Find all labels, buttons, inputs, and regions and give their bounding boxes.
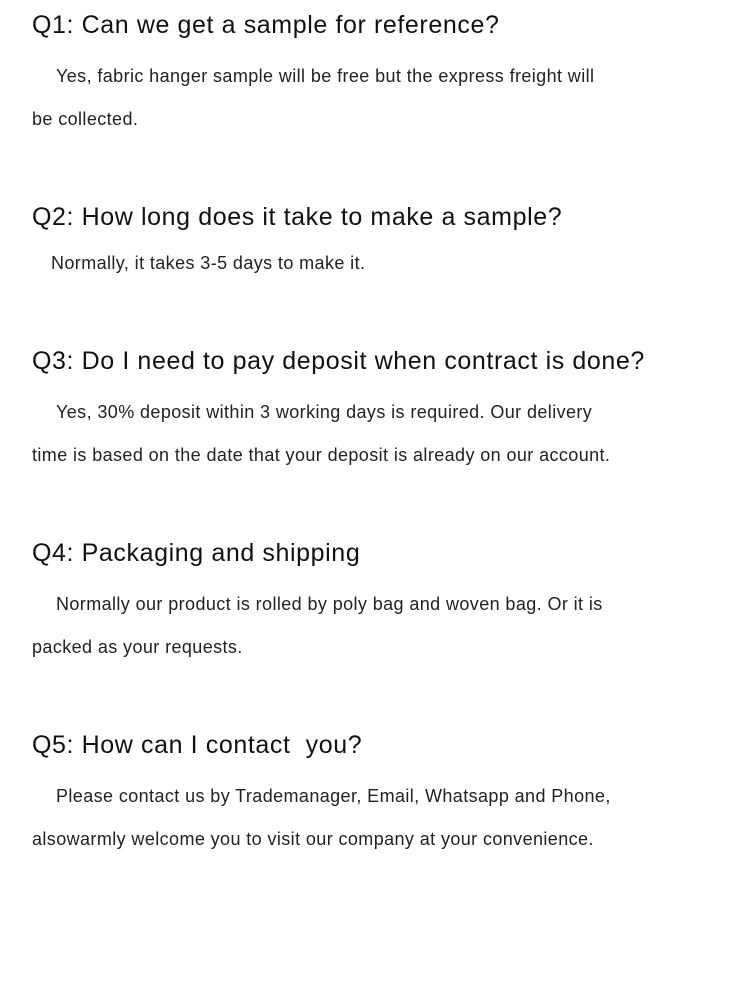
answer-5-line-1: Please contact us by Trademanager, Email, Whatsapp and Phone, <box>56 786 611 806</box>
answer-4-line-2: packed as your requests. <box>32 637 243 657</box>
question-4: Q4: Packaging and shipping <box>32 539 361 567</box>
answer-2-line-1: Normally, it takes 3-5 days to make it. <box>51 253 366 273</box>
question-3: Q3: Do I need to pay deposit when contract is done? <box>32 347 645 375</box>
answer-1-line-1: Yes, fabric hanger sample will be free but the express freight will <box>56 66 595 86</box>
answer-1-line-2: be collected. <box>32 109 139 129</box>
question-2: Q2: How long does it take to make a sample? <box>32 203 563 231</box>
answer-4-line-1: Normally our product is rolled by poly bag and woven bag. Or it is <box>56 594 603 614</box>
answer-5-line-2: alsowarmly welcome you to visit our company at your convenience. <box>32 829 594 849</box>
answer-3-line-2: time is based on the date that your deposit is already on our account. <box>32 445 611 465</box>
answer-3-line-1: Yes, 30% deposit within 3 working days is required. Our delivery <box>56 402 593 422</box>
question-5: Q5: How can I contact you? <box>32 731 363 759</box>
question-1: Q1: Can we get a sample for reference? <box>32 11 500 39</box>
